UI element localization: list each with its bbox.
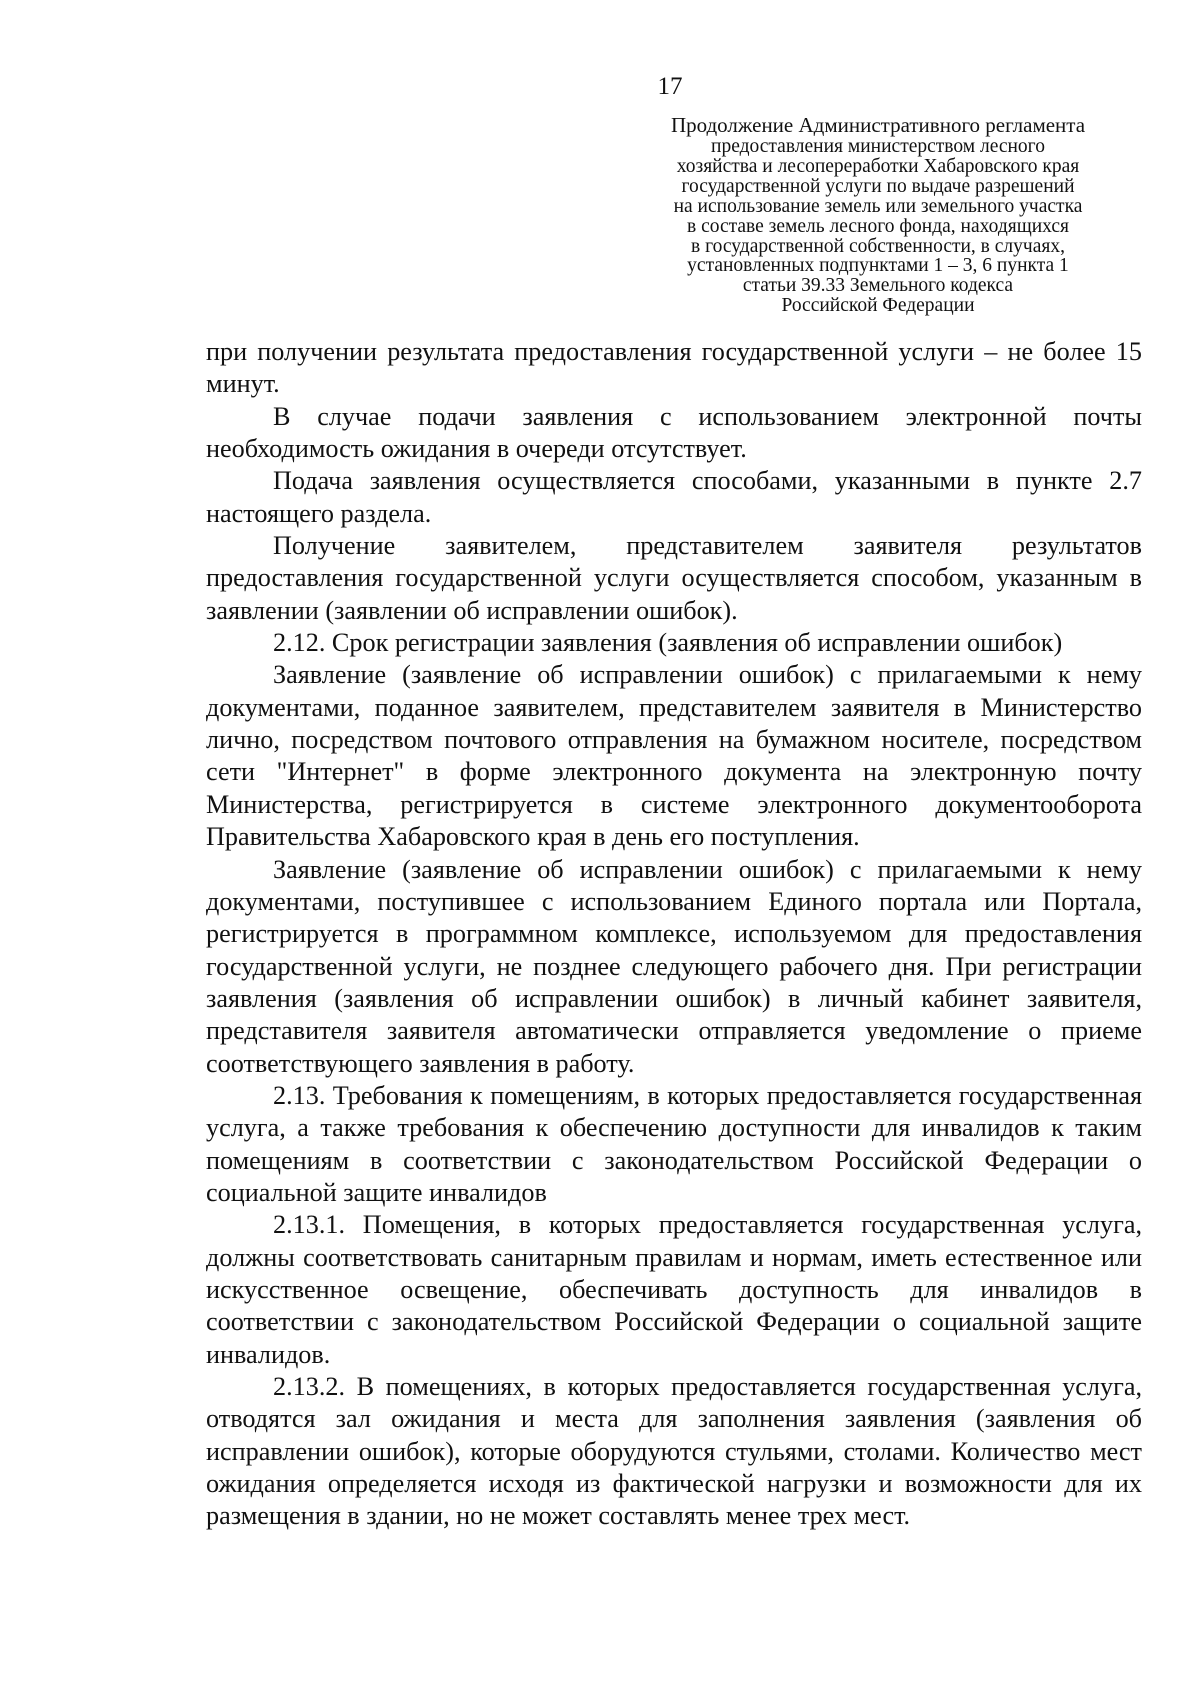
paragraph: Подача заявления осуществляется способами, указанными в пункте 2.7 настоящего раздела. bbox=[206, 466, 1142, 528]
running-header-line: статьи 39.33 Земельного кодекса bbox=[742, 275, 1014, 297]
running-header-line: в составе земель лесного фонда, находящихся bbox=[687, 215, 1069, 237]
running-header-line: хозяйства и лесопереработки Хабаровского края bbox=[676, 155, 1080, 177]
running-header-line: Российской Федерации bbox=[781, 295, 975, 317]
running-header-line: Продолжение Административного регламента bbox=[670, 113, 1086, 137]
running-header-line: предоставления министерством лесного bbox=[711, 136, 1045, 157]
paragraph-continuation: при получении результата предоставления государственной услуги – не более 15 минут. bbox=[206, 337, 1142, 399]
section-heading-2-13: 2.13. Требования к помещениям, в которых предоставляется государственная услуга, а также требования к обеспечению доступности для инвалидов к таким помещениям в соответствии с законодательством Российской Федерации о социальной защите инвалидов bbox=[206, 1080, 1142, 1207]
section-heading-2-12: 2.12. Срок регистрации заявления (заявления об исправлении ошибок) bbox=[273, 628, 1063, 658]
paragraph-2-13-1: 2.13.1. Помещения, в которых предоставляется государственная услуга, должны соответствовать санитарным правилам и нормам, иметь естественное или искусственное освещение, обеспечивать доступность для инвалидов в соответствии с законодательством Российской Федерации о социальной защите инвалидов. bbox=[206, 1210, 1142, 1369]
running-header-line: на использование земель или земельного участка bbox=[673, 195, 1083, 217]
paragraph-2-13-2: 2.13.2. В помещениях, в которых предоставляется государственная услуга, отводятся зал ожидания и места для заполнения заявления (заявления об исправлении ошибок), которые оборудуются стульями, столами. Количество мест ожидания определяется исходя из фактической нагрузки и возможности для их размещения в здании, но не может составлять менее трех мест. bbox=[206, 1372, 1142, 1531]
paragraph: В случае подачи заявления с использованием электронной почты необходимость ожидания в очереди отсутствует. bbox=[206, 401, 1142, 464]
running-header-line: государственной услуги по выдаче разрешений bbox=[681, 175, 1075, 197]
page-number: 17 bbox=[657, 73, 683, 100]
running-header-line: в государственной собственности, в случаях, bbox=[691, 235, 1065, 257]
paragraph: Заявление (заявление об исправлении ошибок) с прилагаемыми к нему документами, поступившее с использованием Единого портала или Портала, регистрируется в программном комплексе, используемом для предоставления государственной услуги, не позднее следующего рабочего дня. При регистрации заявления (заявления об исправлении ошибок) в личный кабинет заявителя, представителя заявителя автоматически отправляется уведомление о приеме соответствующего заявления в работу. bbox=[206, 854, 1142, 1078]
paragraph: Заявление (заявление об исправлении ошибок) с прилагаемыми к нему документами, поданное заявителем, представителем заявителя в Министерство лично, посредством почтового отправления на бумажном носителе, посредством сети "Интернет" в форме электронного документа на электронную почту Министерства, регистрируется в системе электронного документооборота Правительства Хабаровского края в день его поступления. bbox=[206, 660, 1142, 852]
running-header-line: установленных подпунктами 1 – 3, 6 пункта 1 bbox=[687, 255, 1069, 277]
body-text bbox=[206, 336, 1142, 1533]
running-header bbox=[618, 113, 1138, 316]
paragraph: Получение заявителем, представителем заявителя результатов предоставления государственной услуги осуществляется способом, указанным в заявлении (заявлении об исправлении ошибок). bbox=[206, 531, 1142, 625]
